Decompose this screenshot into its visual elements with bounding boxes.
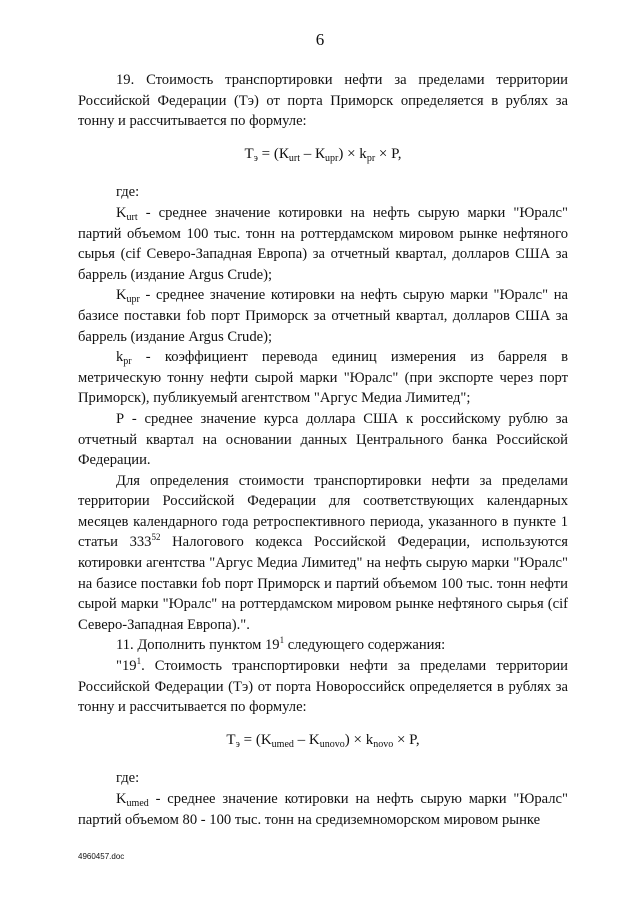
document-body: [78, 70, 568, 830]
paragraph-quotes-source: Для определения стоимости транспортировки нефти за пределами территории Российской Федерации для соответствующих календарных месяцев календарного года ретроспективного периода, указанного в пункте 1 статьи $333^{52}$ Налогового кодекса Российской Федерации, используются котировки агентства "Аргус Медиа Лимитед" на нефть сырую марки "Юралс" на базисе поставки fob порт Приморск и партий объемом 100 тыс. тонн нефти сырой марки "Юралс" на роттердамском мировом рынке нефтяного сырья (cif Северо-Западная Европа).".: [78, 472, 568, 633]
paragraph-19: 19. Стоимость транспортировки нефти за пределами территории Российской Федерации (Тэ) от порта Приморск определяется в рублях за тонну и рассчитывается по формуле:: [78, 72, 568, 130]
formula-novorossiysk: $Т_э = (K_{umed} - K_{unovo}) \times k_{novo} \times P$,: [226, 731, 420, 750]
def-kumed: $K_{umed}$ - среднее значение котировки на нефть сырую марки "Юралс" партий объемом 80 - 100 тыс. тонн на средиземноморском мировом рынке: [78, 791, 568, 828]
where-label: где:: [116, 184, 140, 201]
def-p: Р - среднее значение курса доллара США к российскому рублю за отчетный квартал на основании данных Центрального банка Российской Федерации.: [78, 410, 568, 469]
where-label-2: где:: [116, 770, 140, 787]
paragraph-11: 11. Дополнить пунктом $19^1$ следующего содержания:: [116, 635, 446, 654]
def-kurt: $K_{urt}$ - среднее значение котировки на нефть сырую марки "Юралс" партий объемом 100 тыс. тонн на роттердамском мировом рынке нефтяного сырья (cif Северо-Западная Европа) за отчетный квартал, долларов США за баррель (издание Argus Crude);: [78, 204, 568, 283]
file-name-footer: 4960457.doc: [78, 852, 125, 861]
def-kupr: $K_{upr}$ - среднее значение котировки на нефть сырую марки "Юралс" на базисе поставки fob порт Приморск за отчетный квартал, долларов США за баррель (издание Argus Crude);: [78, 287, 568, 345]
page-number: 6: [315, 30, 325, 49]
paragraph-19-1: "$19^1$. Стоимость транспортировки нефти за пределами территории Российской Федерации (Тэ) от порта Новороссийск определяется в рублях за тонну и рассчитывается по формуле:: [78, 656, 568, 716]
def-kpr: $k_{pr}$ - коэффициент перевода единиц измерения из барреля в метрическую тонну нефти сырой марки "Юралс" (при экспорте через порт Приморск), публикуемый агентством "Аргус Медиа Лимитед";: [78, 349, 568, 407]
formula-primorsk: $Т_э = (К_{urt} - К_{upr}) \times k_{pr} \times P$,: [244, 145, 402, 164]
